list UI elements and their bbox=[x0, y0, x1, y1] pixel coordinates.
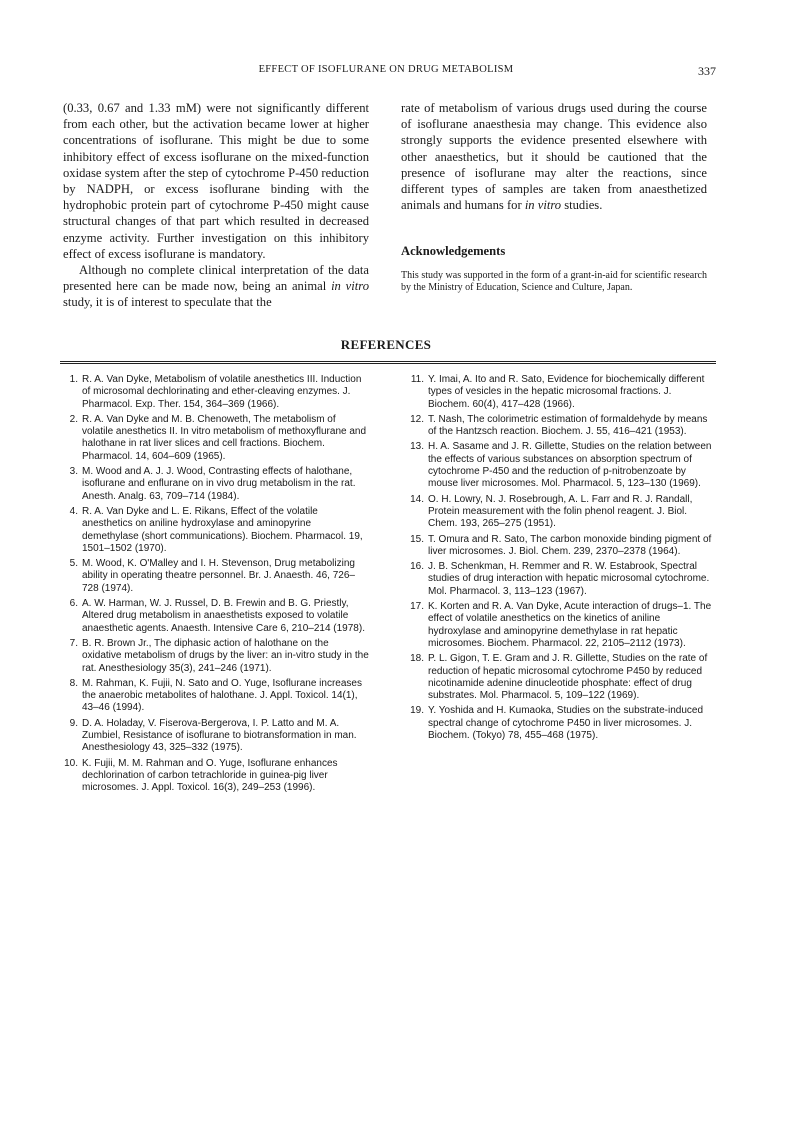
reference-item bbox=[54, 678, 369, 715]
acknowledgements-text: This study was supported in the form of a grant-in-aid for scientific research by the Ministry of Education, Science and Culture, Japan. bbox=[401, 269, 707, 294]
reference-item bbox=[54, 506, 369, 555]
reference-number: 10. bbox=[64, 757, 78, 769]
reference-text: K. Korten and R. A. Van Dyke, Acute interaction of drugs–1. The effect of volatile anesthetics on the kinetics of aniline hydroxylase and aminopyrine demethylase in rat hepatic microsomes. Biochem. Pharmacol. 22, 2105–2112 (1973). bbox=[428, 601, 712, 649]
reference-text: J. B. Schenkman, H. Remmer and R. W. Estabrook, Spectral studies of drug interaction with hepatic microsomal cytochrome. Mol. Pharmacol. 3, 113–123 (1967). bbox=[428, 561, 710, 597]
reference-text: T. Omura and R. Sato, The carbon monoxide binding pigment of liver microsomes. J. Biol. Chem. 239, 2370–2378 (1964). bbox=[428, 533, 712, 557]
reference-text: R. A. Van Dyke and L. E. Rikans, Effect of the volatile anesthetics on aniline hydroxylase and aminopyrine demethylase (short communications). Biochem. Pharmacol. 19, 1501–1502 (1970). bbox=[82, 505, 363, 554]
body-text: study, it is of interest to speculate that the bbox=[63, 295, 272, 310]
reference-item bbox=[54, 758, 369, 795]
reference-item bbox=[400, 653, 715, 702]
references-list-left bbox=[54, 374, 369, 798]
body-text: studies. bbox=[561, 198, 603, 213]
body-italic: in vitro bbox=[524, 198, 562, 213]
reference-text: T. Nash, The colorimetric estimation of formaldehyde by means of the Hantzsch reaction. Biochem. J. 55, 416–421 (1953). bbox=[428, 413, 708, 438]
body-column-right bbox=[401, 100, 707, 295]
reference-text: M. Wood and A. J. J. Wood, Contrasting effects of halothane, isoflurane and enflurane on in vivo drug metabolism in the rat. Anesth. Analg. 63, 709–714 (1984). bbox=[82, 466, 356, 502]
reference-text: B. R. Brown Jr., The diphasic action of halothane on the oxidative metabolism of drugs by the liver: an in-vitro study in the rat. Anesthesiology 35(3), 241–246 (1971). bbox=[82, 637, 369, 674]
body-paragraph bbox=[401, 100, 707, 213]
reference-number: 5. bbox=[69, 558, 78, 570]
reference-text: Y. Yoshida and H. Kumaoka, Studies on the substrate-induced spectral change of cytochrome P450 in liver microsomes. J. Biochem. (Tokyo) 78, 455–468 (1975). bbox=[428, 705, 704, 742]
reference-text: K. Fujii, M. M. Rahman and O. Yuge, Isoflurane enhances dechlorination of carbon tetrachloride in guinea-pig liver microsomes. J. Appl. Toxicol. 16(3), 249–253 (1996). bbox=[82, 757, 338, 794]
reference-item bbox=[54, 466, 369, 503]
acknowledgements-heading: Acknowledgements bbox=[401, 244, 506, 259]
reference-item bbox=[54, 718, 369, 755]
reference-number: 18. bbox=[410, 653, 424, 665]
reference-number: 19. bbox=[410, 705, 424, 717]
reference-text: R. A. Van Dyke and M. B. Chenoweth, The metabolism of volatile anesthetics II. In vitro metabolism of methoxyflurane and halothane in rat liver slices and cell fractions. Biochem. Pharmacol. 14, 604–609 (1965). bbox=[82, 413, 367, 462]
reference-item bbox=[400, 534, 715, 559]
reference-item bbox=[400, 601, 715, 650]
reference-number: 14. bbox=[410, 493, 424, 505]
reference-text: A. W. Harman, W. J. Russel, D. B. Frewin and B. G. Priestly, Altered drug metabolism in anaesthetists exposed to volatile anaesthetic agents. Anaesth. Intensive Care 6, 210–214 (1978). bbox=[82, 598, 365, 634]
reference-number: 1. bbox=[69, 374, 78, 385]
reference-item bbox=[400, 494, 715, 531]
reference-text: M. Rahman, K. Fujii, N. Sato and O. Yuge, Isoflurane increases the anaerobic metabolites of halothane. J. Appl. Toxicol. 14(1), 43–46 (1994). bbox=[82, 677, 362, 714]
reference-item bbox=[54, 638, 369, 675]
reference-number: 12. bbox=[410, 413, 424, 425]
running-title: EFFECT OF ISOFLURANE ON DRUG METABOLISM bbox=[258, 64, 514, 75]
reference-number: 7. bbox=[69, 637, 78, 649]
reference-text: R. A. Van Dyke, Metabolism of volatile anesthetics III. Induction of microsomal dechlorinating and ether-cleaving enzymes. J. Pharmacol. Exp. Ther. 154, 364–369 (1966). bbox=[82, 374, 362, 410]
reference-item bbox=[400, 705, 715, 742]
reference-item bbox=[54, 598, 369, 635]
reference-number: 6. bbox=[69, 598, 78, 610]
reference-number: 17. bbox=[410, 601, 424, 613]
references-rule bbox=[60, 361, 716, 364]
reference-number: 9. bbox=[69, 717, 78, 729]
reference-text: O. H. Lowry, N. J. Rosebrough, A. L. Farr and R. J. Randall, Protein measurement with the folin phenol reagent. J. Biol. Chem. 193, 265–275 (1951). bbox=[428, 493, 693, 530]
references-heading: REFERENCES bbox=[340, 337, 432, 352]
body-paragraph bbox=[63, 262, 369, 311]
reference-number: 2. bbox=[69, 413, 78, 425]
reference-text: Y. Imai, A. Ito and R. Sato, Evidence for biochemically different types of vesicles in the hepatic microsomal fractions. J. Biochem. 60(4), 417–428 (1966). bbox=[428, 374, 705, 410]
reference-text: M. Wood, K. O'Malley and I. H. Stevenson, Drug metabolizing ability in operating theatre personnel. Br. J. Anaesth. 46, 726–728 (1974). bbox=[82, 558, 355, 594]
reference-number: 4. bbox=[69, 505, 78, 517]
reference-number: 8. bbox=[69, 677, 78, 689]
reference-text: H. A. Sasame and J. R. Gillette, Studies on the relation between the effects of various substances on absorption spectrum of cytochrome P-450 and the reduction of p-nitrobenzoate by mouse liver microsomes. Mol. Pharmacol. 5, 123–130 (1969). bbox=[428, 441, 712, 490]
body-text: Although no complete clinical interpretation of the data presented here can be made now, being an animal bbox=[63, 263, 369, 294]
body-column-left bbox=[63, 100, 369, 311]
page-number: 337 bbox=[698, 64, 716, 78]
reference-text: P. L. Gigon, T. E. Gram and J. R. Gillette, Studies on the rate of reduction of hepatic microsomal cytochrome P450 by reduced nicotinamide adenine dinucleotide phosphate: effect of drug substrates. Mol. Pharmacol. 5, 109–122 (1969). bbox=[428, 653, 708, 702]
reference-item bbox=[400, 441, 715, 490]
reference-number: 11. bbox=[410, 374, 424, 385]
reference-item bbox=[400, 561, 715, 598]
body-paragraph: (0.33, 0.67 and 1.33 mM) were not significantly different from each other, but the activation became lower at higher concentrations of isoflurane. This might be due to some inhibitory effect of excess isoflurane on the mixed-function oxidase system after the step of cytochrome P-450 reduction by NADPH, or excess isoflurane binding with the hydrophobic protein part of cytochrome P-450 might cause structural changes of that part which resulted in decreased enzyme activity. Further investigation on this inhibitory effect of excess isoflurane is mandatory. bbox=[63, 101, 369, 261]
reference-item bbox=[400, 414, 715, 439]
reference-item bbox=[54, 374, 369, 411]
reference-number: 16. bbox=[410, 561, 424, 573]
reference-item bbox=[400, 374, 715, 411]
reference-item bbox=[54, 558, 369, 595]
reference-item bbox=[54, 414, 369, 463]
reference-text: D. A. Holaday, V. Fiserova-Bergerova, I. P. Latto and M. A. Zumbiel, Resistance of isoflurane to biotransformation in man. Anesthesiology 43, 325–332 (1975). bbox=[82, 717, 357, 754]
body-italic: in vitro bbox=[331, 279, 369, 294]
body-text: rate of metabolism of various drugs used during the course of isoflurane anaesthesia may change. This evidence also strongly supports the evidence presented elsewhere with other anaesthetics, but it should be cautioned that the presence of isoflurane may alter the reactions, since different types of samples are taken from anaesthetized animals and humans for bbox=[401, 101, 707, 213]
page-header bbox=[56, 64, 716, 82]
references-list-right bbox=[400, 374, 715, 745]
reference-number: 15. bbox=[410, 533, 424, 545]
reference-number: 3. bbox=[69, 466, 78, 478]
reference-number: 13. bbox=[410, 441, 424, 453]
